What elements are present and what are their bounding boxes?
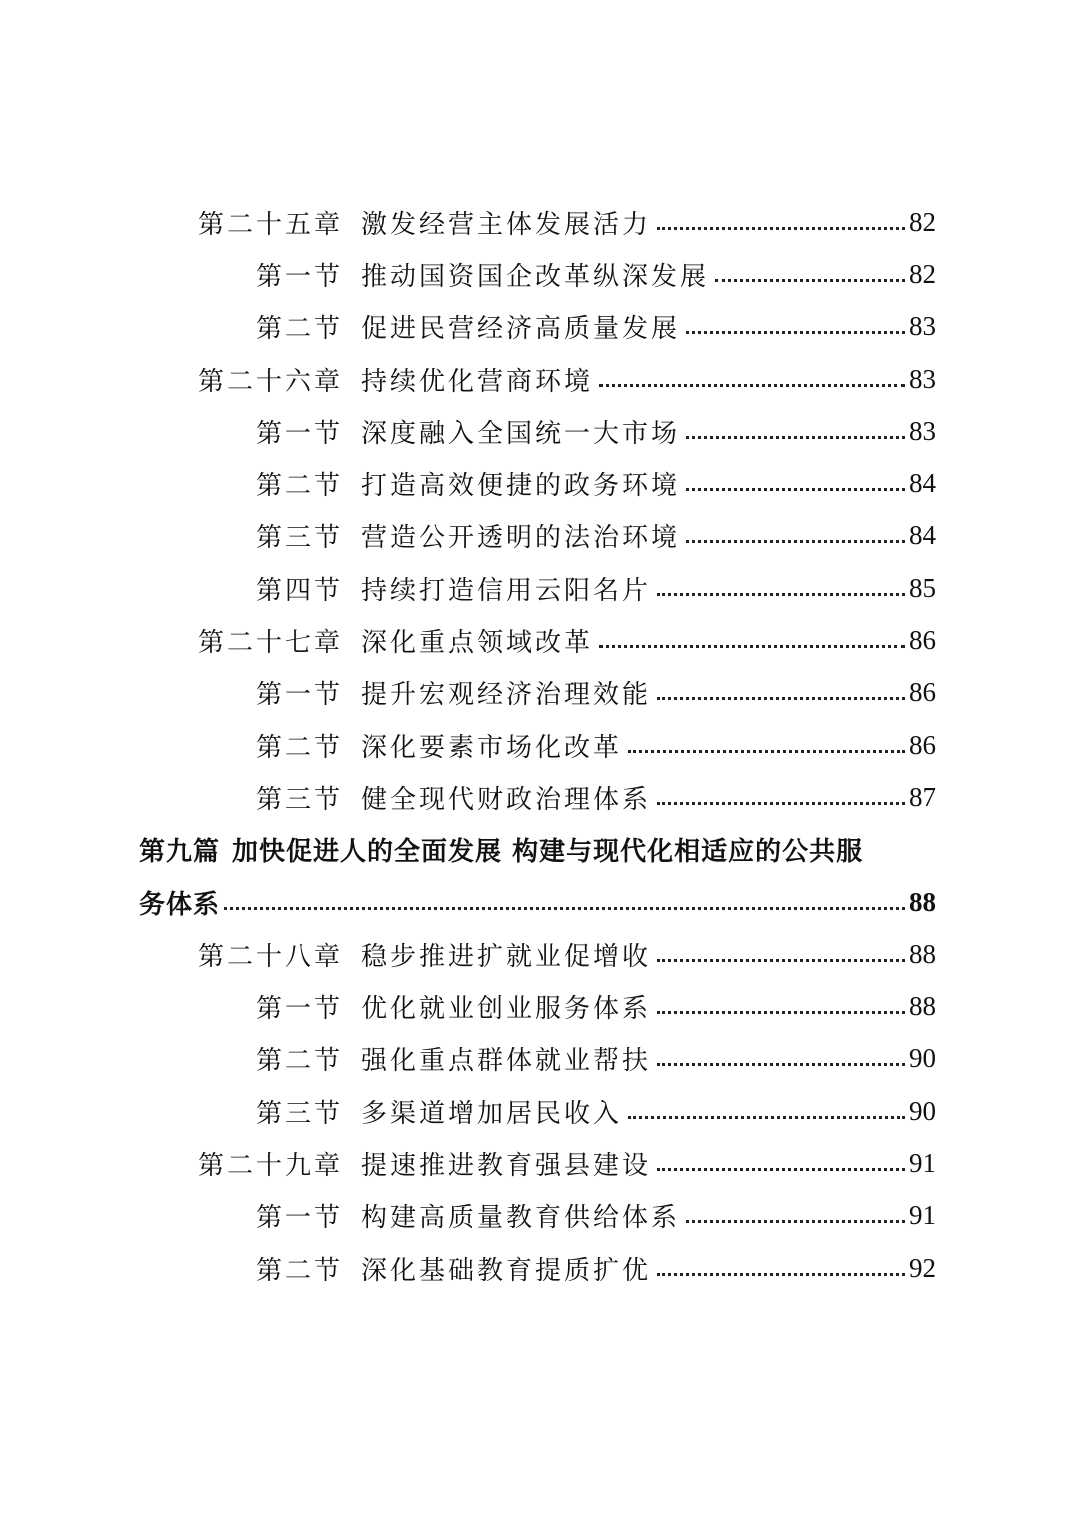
chapter-number: 第二十九章 [198,1150,344,1181]
section-number: 第一节 [256,994,344,1025]
part-number: 第九篇 [139,837,221,868]
toc-chapter-entry[interactable] [0,928,936,980]
section-title: 构建高质量教育供给体系 [361,1203,681,1234]
dot-leader [599,384,905,387]
section-title: 提升宏观经济治理效能 [361,680,652,711]
toc-block-1 [0,196,1074,824]
table-of-contents [0,196,1074,1294]
toc-chapter-entry[interactable] [0,614,936,666]
toc-chapter-entry[interactable] [0,196,936,248]
dot-leader [686,331,905,334]
section-title: 持续打造信用云阳名片 [361,575,652,606]
toc-section-entry[interactable] [0,1033,936,1085]
dot-leader [657,593,905,596]
section-number: 第一节 [256,261,344,292]
page-number: 90 [909,1095,936,1126]
toc-section-entry[interactable] [0,405,936,457]
section-title: 营造公开透明的法治环境 [361,523,681,554]
section-title: 促进民营经济高质量发展 [361,314,681,345]
page-number: 87 [909,781,936,812]
toc-part-heading-continued[interactable] [0,876,936,928]
toc-section-entry[interactable] [0,1242,936,1294]
toc-section-entry[interactable] [0,719,936,771]
chapter-number: 第二十七章 [198,628,344,659]
dot-leader [657,1273,905,1276]
dot-leader [686,488,905,491]
part-title-line1: 加快促进人的全面发展 构建与现代化相适应的公共服 [232,837,864,868]
page-number: 88 [909,886,936,917]
dot-leader [657,1168,905,1171]
dot-leader [657,1011,905,1014]
page-number: 84 [909,520,936,551]
section-number: 第二节 [256,1255,344,1286]
dot-leader [686,1220,905,1223]
toc-section-entry[interactable] [0,980,936,1032]
section-number: 第二节 [256,314,344,345]
section-number: 第一节 [256,680,344,711]
section-title: 强化重点群体就业帮扶 [361,1046,652,1077]
toc-section-entry[interactable] [0,1190,936,1242]
section-title: 推动国资国企改革纵深发展 [361,261,710,292]
dot-leader [628,1116,905,1119]
section-title: 打造高效便捷的政务环境 [361,471,681,502]
chapter-title: 持续优化营商环境 [361,366,594,397]
dot-leader [599,645,905,648]
dot-leader [686,436,905,439]
section-number: 第三节 [256,523,344,554]
section-title: 健全现代财政治理体系 [361,784,652,815]
dot-leader [715,279,905,282]
toc-section-entry[interactable] [0,457,936,509]
toc-section-entry[interactable] [0,562,936,614]
page-number: 88 [909,991,936,1022]
section-title: 深化基础教育提质扩优 [361,1255,652,1286]
section-number: 第二节 [256,471,344,502]
page-number: 82 [909,258,936,289]
chapter-number: 第二十八章 [198,941,344,972]
page-number: 83 [909,363,936,394]
chapter-title: 提速推进教育强县建设 [361,1150,652,1181]
page-number: 88 [909,938,936,969]
page-number: 86 [909,729,936,760]
page-number: 85 [909,572,936,603]
toc-section-entry[interactable] [0,301,936,353]
section-number: 第三节 [256,1098,344,1129]
chapter-title: 激发经营主体发展活力 [361,209,652,240]
section-number: 第一节 [256,418,344,449]
dot-leader [657,1063,905,1066]
chapter-number: 第二十五章 [198,209,344,240]
page-number: 84 [909,468,936,499]
dot-leader [224,907,905,910]
section-number: 第二节 [256,732,344,763]
toc-section-entry[interactable] [0,771,936,823]
section-number: 第二节 [256,1046,344,1077]
section-number: 第四节 [256,575,344,606]
dot-leader [657,697,905,700]
section-number: 第一节 [256,1203,344,1234]
section-number: 第三节 [256,784,344,815]
section-title: 优化就业创业服务体系 [361,994,652,1025]
page-number: 82 [909,206,936,237]
toc-section-entry[interactable] [0,667,936,719]
dot-leader [657,959,905,962]
toc-chapter-entry[interactable] [0,353,936,405]
page-number: 86 [909,677,936,708]
chapter-title: 稳步推进扩就业促增收 [361,941,652,972]
chapter-number: 第二十六章 [198,366,344,397]
toc-section-entry[interactable] [0,510,936,562]
toc-section-entry[interactable] [0,1085,936,1137]
section-title: 多渠道增加居民收入 [361,1098,623,1129]
page-number: 83 [909,311,936,342]
page-number: 83 [909,415,936,446]
dot-leader [657,802,905,805]
section-title: 深度融入全国统一大市场 [361,418,681,449]
page-number: 91 [909,1147,936,1178]
page-number: 91 [909,1200,936,1231]
toc-part-heading[interactable] [0,824,936,876]
chapter-title: 深化重点领域改革 [361,628,594,659]
toc-section-entry[interactable] [0,248,936,300]
part-title-line2: 务体系 [139,889,221,920]
dot-leader [657,227,905,230]
dot-leader [628,750,905,753]
section-title: 深化要素市场化改革 [361,732,623,763]
page-number: 92 [909,1252,936,1283]
page-number: 90 [909,1043,936,1074]
dot-leader [686,540,905,543]
toc-chapter-entry[interactable] [0,1137,936,1189]
page-number: 86 [909,625,936,656]
toc-block-2 [0,928,1074,1294]
